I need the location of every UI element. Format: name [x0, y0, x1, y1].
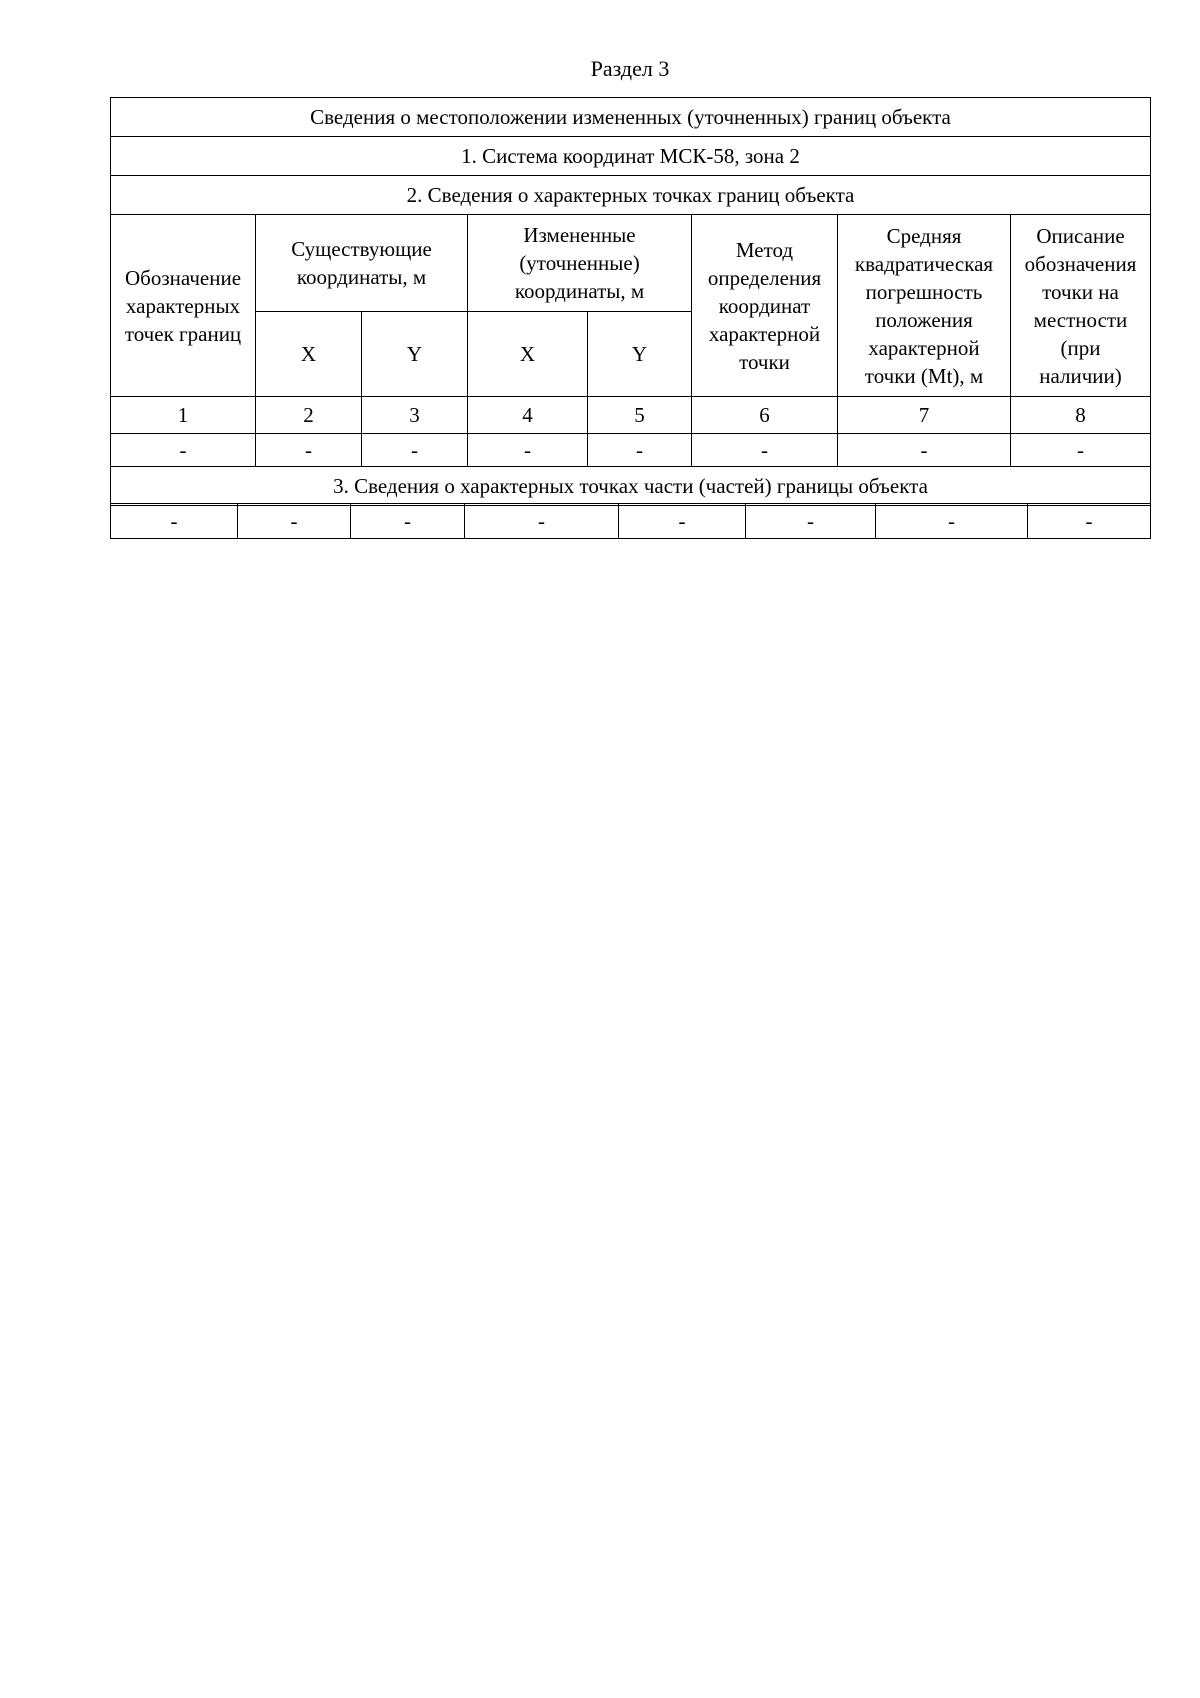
column-number: 3	[362, 397, 468, 434]
table-caption-row	[111, 98, 1151, 137]
column-number: 4	[468, 397, 588, 434]
col-header-description: Описание обозначения точки на местности (при наличии)	[1011, 215, 1151, 397]
col-header-error: Средняя квадратическая погрешность положения характерной точки (Mt), м	[838, 215, 1011, 397]
table-cell: -	[362, 434, 468, 467]
boundary-table	[110, 97, 1151, 506]
table-cell: -	[111, 434, 256, 467]
table-cell: -	[692, 434, 838, 467]
table-cell: -	[468, 434, 588, 467]
col-header-existing-coords: Существующие координаты, м	[256, 215, 468, 312]
points-heading: 2. Сведения о характерных точках границ объекта	[111, 176, 1151, 215]
table-cell: -	[619, 504, 746, 539]
col-header-method: Метод определения координат характерной точки	[692, 215, 838, 397]
table-cell: -	[465, 504, 619, 539]
col-header-changed-y: Y	[588, 312, 692, 397]
coord-system: 1. Система координат МСК-58, зона 2	[111, 137, 1151, 176]
parts-heading: 3. Сведения о характерных точках части (частей) границы объекта	[111, 467, 1151, 506]
table-cell: -	[238, 504, 351, 539]
column-number-row	[111, 397, 1151, 434]
col-header-existing-y: Y	[362, 312, 468, 397]
column-header-row	[111, 215, 1151, 312]
coord-system-row	[111, 137, 1151, 176]
col-header-changed-x: X	[468, 312, 588, 397]
points-heading-row	[111, 176, 1151, 215]
table-cell: -	[111, 504, 238, 539]
table-caption: Сведения о местоположении измененных (уточненных) границ объекта	[111, 98, 1151, 137]
column-number: 5	[588, 397, 692, 434]
col-header-point-designation: Обозначение характерных точек границ	[111, 215, 256, 397]
column-number: 6	[692, 397, 838, 434]
table-cell: -	[1011, 434, 1151, 467]
column-number: 2	[256, 397, 362, 434]
column-number: 7	[838, 397, 1011, 434]
parts-heading-row	[111, 467, 1151, 506]
column-number: 8	[1011, 397, 1151, 434]
parts-table	[110, 503, 1151, 539]
table-cell: -	[876, 504, 1028, 539]
col-header-existing-x: X	[256, 312, 362, 397]
table-cell: -	[1028, 504, 1151, 539]
table-cell: -	[588, 434, 692, 467]
table-row	[111, 434, 1151, 467]
table-cell: -	[838, 434, 1011, 467]
table-row	[111, 504, 1151, 539]
table-cell: -	[256, 434, 362, 467]
col-header-changed-coords: Измененные (уточненные) координаты, м	[468, 215, 692, 312]
section-title: Раздел 3	[590, 56, 670, 81]
table-cell: -	[351, 504, 465, 539]
column-number: 1	[111, 397, 256, 434]
table-cell: -	[746, 504, 876, 539]
